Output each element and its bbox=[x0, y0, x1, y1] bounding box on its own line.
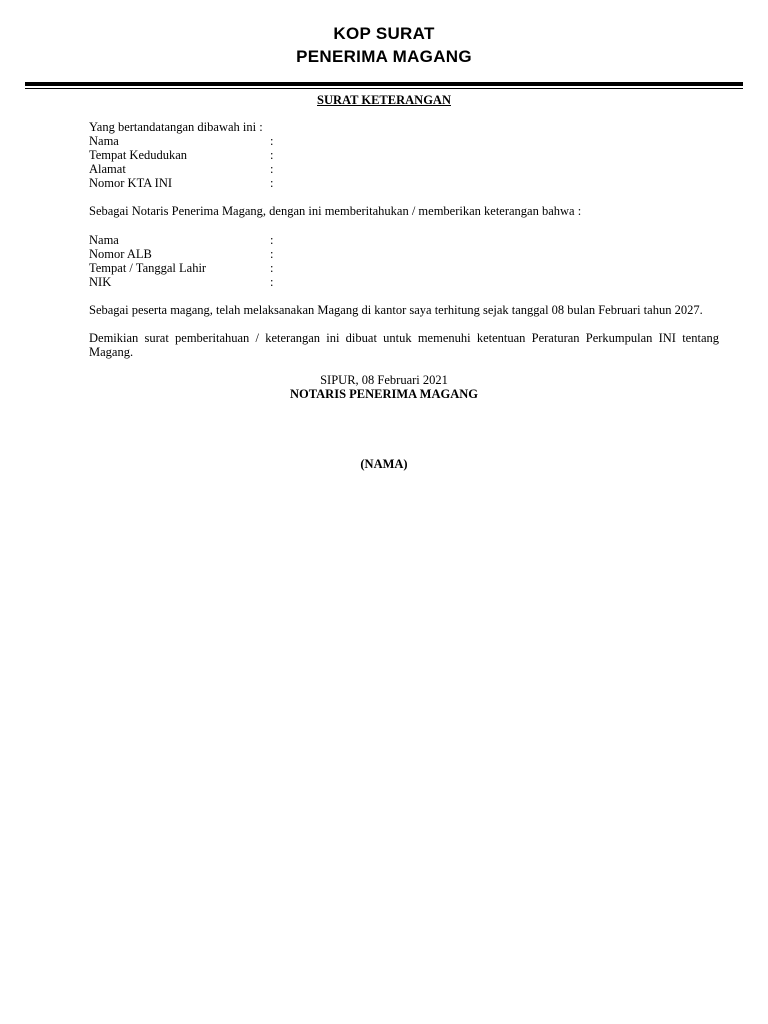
field-separator: : bbox=[270, 134, 274, 148]
field-separator: : bbox=[270, 247, 274, 261]
field-separator: : bbox=[270, 162, 274, 176]
signer-field-row bbox=[89, 162, 719, 176]
field-label: Nama bbox=[89, 134, 119, 148]
signer-field-row bbox=[89, 148, 719, 162]
letterhead bbox=[0, 22, 768, 68]
letterhead-line-2: PENERIMA MAGANG bbox=[296, 47, 472, 66]
internship-paragraph: Sebagai peserta magang, telah melaksanakan Magang di kantor saya terhitung sejak tanggal 08 bulan Februari tahun 2027. bbox=[89, 303, 703, 317]
field-separator: : bbox=[270, 261, 274, 275]
field-separator: : bbox=[270, 148, 274, 162]
signer-field-row bbox=[89, 134, 719, 148]
field-label: Tempat Kedudukan bbox=[89, 148, 188, 162]
intern-field-row bbox=[89, 233, 719, 247]
closing-paragraph: Demikian surat pemberitahuan / keterangan ini dibuat untuk memenuhi ketentuan Peraturan Perkumpulan INI tentang Magang. bbox=[89, 331, 719, 359]
field-label: Alamat bbox=[89, 162, 126, 176]
field-label: Tempat / Tanggal Lahir bbox=[89, 261, 207, 275]
field-label: NIK bbox=[89, 275, 112, 289]
intern-field-row bbox=[89, 261, 719, 275]
intern-field-row bbox=[89, 275, 719, 289]
signature-name: (NAMA) bbox=[360, 457, 408, 471]
field-label: Nama bbox=[89, 233, 119, 247]
signature-role: NOTARIS PENERIMA MAGANG bbox=[290, 387, 478, 401]
field-label: Nomor KTA INI bbox=[89, 176, 173, 190]
signer-section bbox=[89, 120, 719, 190]
field-separator: : bbox=[270, 233, 274, 247]
letterhead-divider-thick bbox=[25, 82, 743, 86]
statement-text: Sebagai Notaris Penerima Magang, dengan ini memberitahukan / memberikan keterangan bahwa : bbox=[89, 204, 582, 218]
intern-section bbox=[89, 233, 719, 289]
letterhead-line-1: KOP SURAT bbox=[333, 24, 435, 43]
signer-field-row bbox=[89, 176, 719, 190]
signature-place-date: SIPUR, 08 Februari 2021 bbox=[320, 373, 448, 387]
field-separator: : bbox=[270, 275, 274, 289]
intern-field-row bbox=[89, 247, 719, 261]
intro-text: Yang bertandatangan dibawah ini : bbox=[89, 120, 263, 134]
field-separator: : bbox=[270, 176, 274, 190]
document-title: SURAT KETERANGAN bbox=[317, 93, 451, 107]
field-label: Nomor ALB bbox=[89, 247, 152, 261]
letterhead-divider-thin bbox=[25, 88, 743, 89]
